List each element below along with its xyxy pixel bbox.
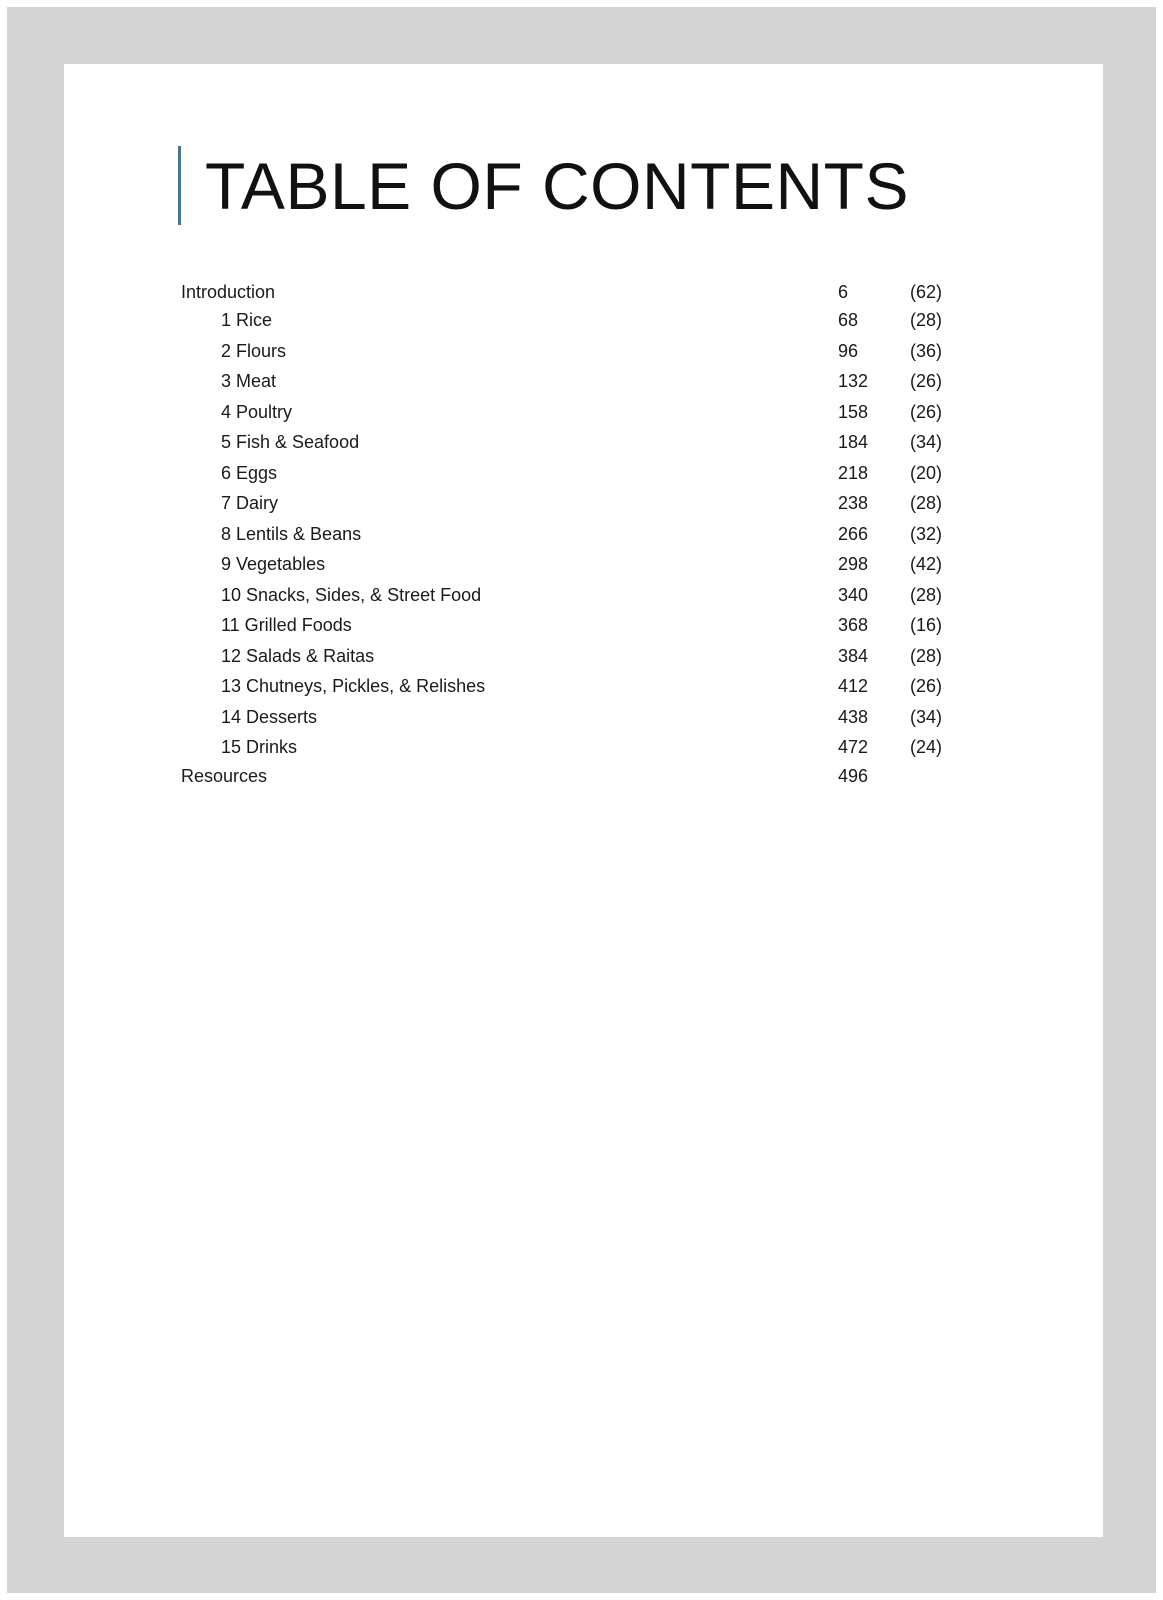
toc-entry-title: 8 Lentils & Beans <box>221 524 362 544</box>
toc-entry[interactable] <box>64 463 1103 493</box>
toc-entry-title: 1 Rice <box>221 310 273 330</box>
toc-entry-page-number: 368 <box>838 615 869 635</box>
toc-entry-page-count: (28) <box>910 310 943 330</box>
toc-entry[interactable] <box>64 676 1103 706</box>
toc-entry-page-number: 472 <box>838 737 869 757</box>
toc-entry-title: 7 Dairy <box>221 493 279 513</box>
toc-entry-page-number: 68 <box>838 310 859 330</box>
toc-entry-page-number: 438 <box>838 707 869 727</box>
toc-entry[interactable] <box>64 310 1103 340</box>
toc-entry-page-number: 298 <box>838 554 869 574</box>
toc-entry-page-count: (36) <box>910 341 943 361</box>
document-page <box>64 64 1103 1537</box>
toc-entry-page-count: (42) <box>910 554 943 574</box>
title-accent-rule <box>178 146 181 225</box>
toc-entry-page-count: (26) <box>910 371 943 391</box>
toc-entry-title: 3 Meat <box>221 371 277 391</box>
toc-entry-title: 10 Snacks, Sides, & Street Food <box>221 585 482 605</box>
page-title: TABLE OF CONTENTS <box>205 148 910 223</box>
title-block <box>178 146 909 225</box>
toc-entry-page-count: (26) <box>910 676 943 696</box>
toc-entry[interactable] <box>64 493 1103 523</box>
toc-entry[interactable] <box>64 432 1103 462</box>
toc-entry[interactable] <box>64 524 1103 554</box>
toc-entry-page-count: (34) <box>910 707 943 727</box>
toc-entry-title: Resources <box>181 766 268 786</box>
toc-entry[interactable] <box>64 282 1103 312</box>
toc-entry-page-count: (32) <box>910 524 943 544</box>
toc-entry-title: 5 Fish & Seafood <box>221 432 360 452</box>
toc-entry[interactable] <box>64 371 1103 401</box>
toc-entry-page-number: 6 <box>838 282 849 302</box>
toc-entry-page-number: 158 <box>838 402 869 422</box>
toc-entry-title: 11 Grilled Foods <box>221 615 352 635</box>
toc-entry[interactable] <box>64 707 1103 737</box>
toc-entry-page-count: (16) <box>910 615 943 635</box>
toc-entry-page-number: 238 <box>838 493 869 513</box>
toc-entry-page-count: (28) <box>910 646 943 666</box>
toc-entry-page-count: (62) <box>910 282 943 302</box>
toc-entry-page-number: 184 <box>838 432 869 452</box>
toc-entry-page-number: 340 <box>838 585 869 605</box>
toc-entry-page-number: 412 <box>838 676 869 696</box>
toc-entry-page-number: 132 <box>838 371 869 391</box>
toc-entry-title: 12 Salads & Raitas <box>221 646 375 666</box>
toc-entry-title: 2 Flours <box>221 341 287 361</box>
toc-entry[interactable] <box>64 585 1103 615</box>
toc-entry[interactable] <box>64 341 1103 371</box>
toc-entry-title: 15 Drinks <box>221 737 298 757</box>
toc-entry[interactable] <box>64 737 1103 767</box>
toc-entry-title: 13 Chutneys, Pickles, & Relishes <box>221 676 486 696</box>
toc-entry[interactable] <box>64 554 1103 584</box>
toc-entry[interactable] <box>64 766 1103 796</box>
toc-entry-page-count: (34) <box>910 432 943 452</box>
toc-entry-page-count: (24) <box>910 737 943 757</box>
toc-entry-title: 4 Poultry <box>221 402 293 422</box>
toc-entry[interactable] <box>64 646 1103 676</box>
toc-entry-page-number: 218 <box>838 463 869 483</box>
toc-entry-page-count: (28) <box>910 493 943 513</box>
toc-entry[interactable] <box>64 402 1103 432</box>
toc-entry-page-number: 266 <box>838 524 869 544</box>
toc-entry-page-number: 496 <box>838 766 869 786</box>
toc-entry-title: Introduction <box>181 282 276 302</box>
toc-entry-page-number: 384 <box>838 646 869 666</box>
toc-entry-title: 6 Eggs <box>221 463 278 483</box>
toc-entry-title: 14 Desserts <box>221 707 318 727</box>
toc-entry-page-count: (20) <box>910 463 943 483</box>
toc-entry-page-number: 96 <box>838 341 859 361</box>
toc-entry-page-count: (28) <box>910 585 943 605</box>
toc-entry-page-count: (26) <box>910 402 943 422</box>
toc-entry-title: 9 Vegetables <box>221 554 326 574</box>
toc-entry[interactable] <box>64 615 1103 645</box>
